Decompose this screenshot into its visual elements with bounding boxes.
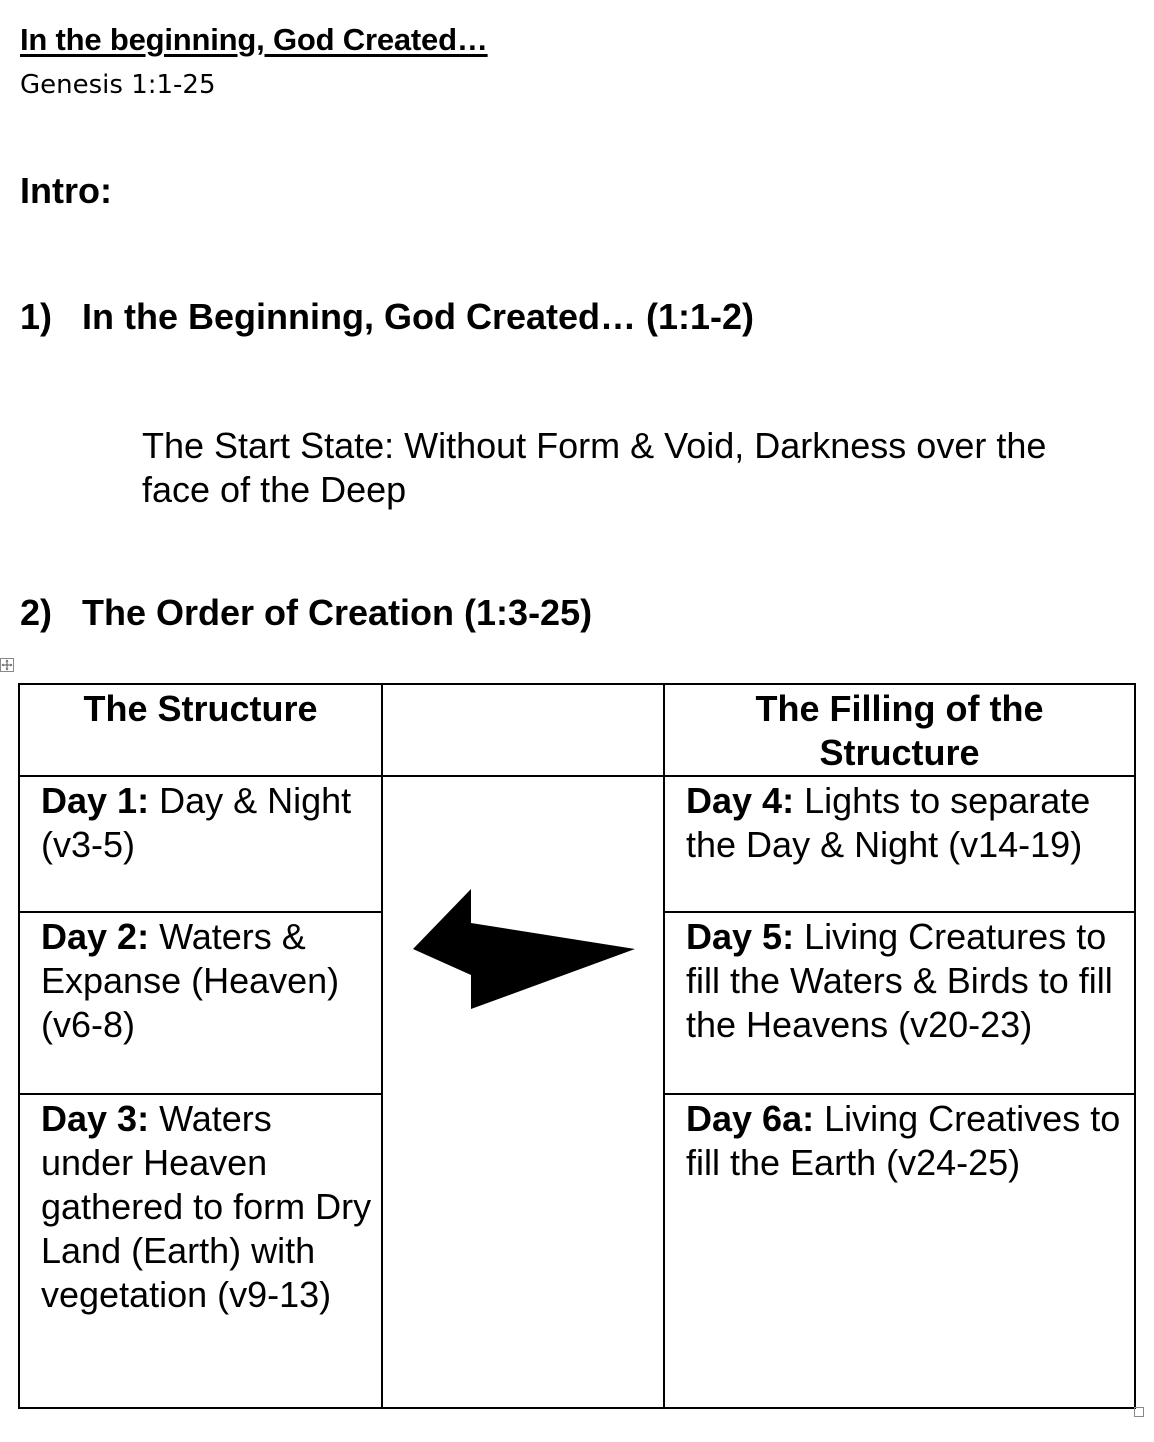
table-move-handle-icon[interactable] [0, 658, 14, 672]
creation-table [18, 683, 1136, 1409]
table-row [19, 776, 1135, 912]
header-filling: The Filling of the Structure [664, 684, 1135, 776]
day-5-label: Day 5: [686, 916, 795, 957]
intro-label: Intro: [20, 170, 112, 211]
day-2-text: Waters & Expanse (Heaven) (v6-8) [41, 916, 340, 1045]
day-3-label: Day 3: [41, 1098, 150, 1139]
section-1-number: 1) [20, 296, 53, 337]
section-1-title: In the Beginning, God Created… (1:1-2) [82, 296, 755, 337]
day-5-text: Living Creatures to fill the Waters & Birds to fill the Heavens (v20-23) [686, 916, 1113, 1045]
day-3-text: Waters under Heaven gathered to form Dry Land (Earth) with vegetation (v9-13) [41, 1098, 372, 1315]
day-4-label: Day 4: [686, 780, 795, 821]
header-middle [382, 684, 664, 776]
day-1-label: Day 1: [41, 780, 150, 821]
cell-day-2 [19, 912, 382, 1094]
header-structure: The Structure [19, 684, 382, 776]
section-1-heading [20, 296, 754, 338]
start-state-text: The Start State: Without Form & Void, Darkness over the face of the Deep [142, 425, 1047, 510]
cell-day-1 [19, 776, 382, 912]
scripture-reference: Genesis 1:1-25 [20, 70, 216, 100]
day-6a-label: Day 6a: [686, 1098, 815, 1139]
day-6a-text: Living Creatives to fill the Earth (v24-25) [686, 1098, 1121, 1183]
table-header-row [19, 684, 1135, 776]
document-title: In the beginning, God Created… [20, 22, 488, 57]
cell-day-5 [664, 912, 1135, 1094]
cell-day-3 [19, 1094, 382, 1408]
section-2-title: The Order of Creation (1:3-25) [82, 592, 593, 633]
table-resize-handle[interactable] [1134, 1407, 1144, 1417]
day-1-text: Day & Night (v3-5) [41, 780, 352, 865]
left-arrow-icon [411, 887, 637, 1011]
arrow-cell [382, 776, 664, 1408]
section-2-heading [20, 592, 592, 634]
day-2-label: Day 2: [41, 916, 150, 957]
cell-day-4 [664, 776, 1135, 912]
day-4-text: Lights to separate the Day & Night (v14-19) [686, 780, 1091, 865]
section-2-number: 2) [20, 592, 53, 633]
cell-day-6a [664, 1094, 1135, 1408]
